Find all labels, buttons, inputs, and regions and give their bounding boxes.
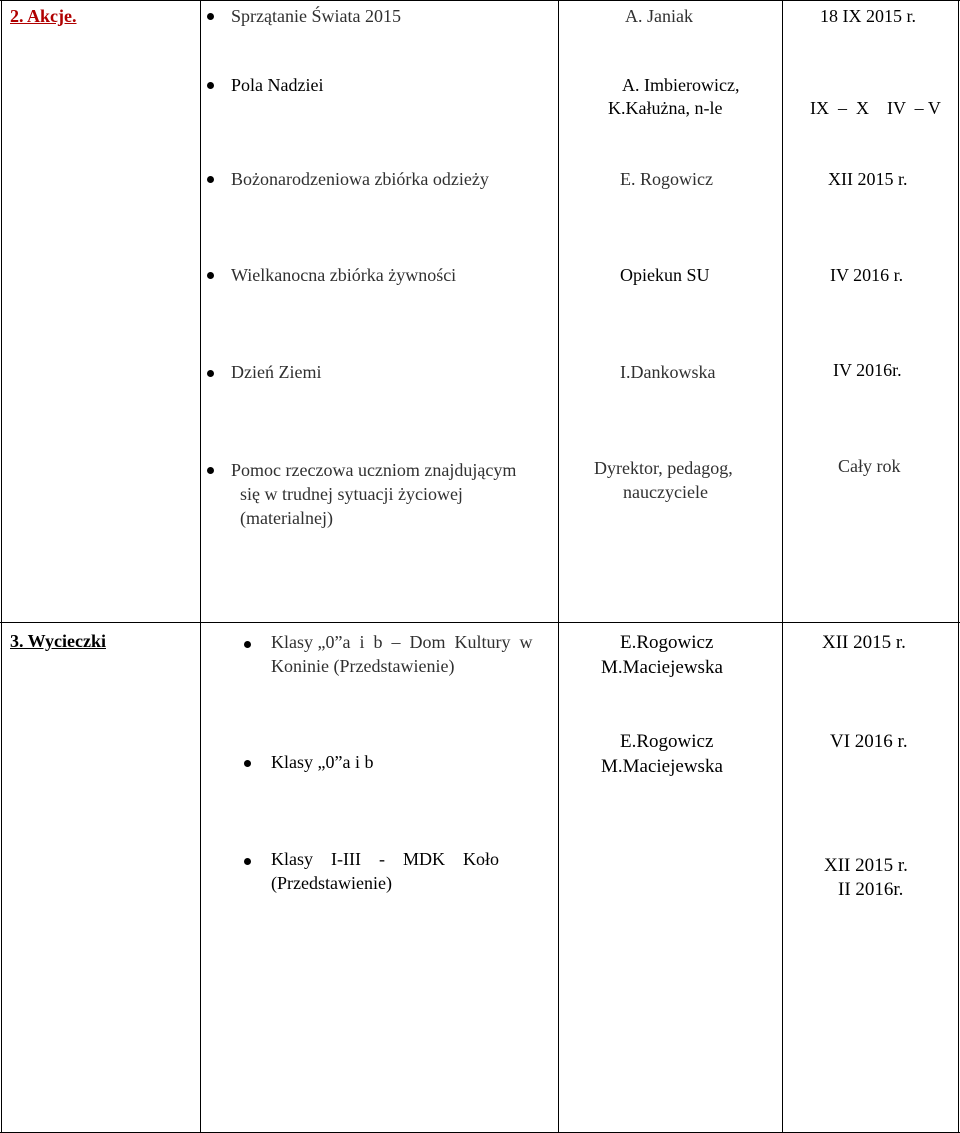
bullet-icon: [207, 370, 214, 377]
date-text: II 2016r.: [838, 879, 904, 900]
responsible-text: A. Janiak: [625, 6, 693, 26]
date-text: XII 2015 r.: [824, 855, 908, 876]
date-text: IV 2016r.: [833, 360, 902, 380]
table-border-top: [0, 0, 960, 1]
table-border-left: [1, 0, 2, 1133]
bullet-icon: [207, 82, 214, 89]
responsible-text: Opiekun SU: [620, 265, 710, 285]
activity-text: Klasy I-III - MDK Koło: [271, 849, 499, 869]
responsible-text: I.Dankowska: [620, 362, 716, 382]
bullet-icon: [207, 467, 214, 474]
bullet-icon: [244, 858, 251, 865]
activity-text: Bożonarodzeniowa zbiórka odzieży: [231, 169, 489, 189]
table-border-right: [958, 0, 959, 1133]
bullet-icon: [207, 13, 214, 20]
activity-text: (Przedstawienie): [271, 873, 392, 893]
responsible-text: nauczyciele: [623, 482, 708, 502]
responsible-text: M.Maciejewska: [601, 657, 723, 678]
bullet-icon: [244, 641, 251, 648]
activity-text: (materialnej): [240, 508, 333, 528]
date-text: IV 2016 r.: [830, 265, 904, 285]
section-divider: [0, 622, 960, 623]
section-heading-wycieczki: 3. Wycieczki: [10, 631, 106, 651]
activity-text: się w trudnej sytuacji życiowej: [240, 484, 463, 504]
bullet-icon: [207, 176, 214, 183]
column-divider-1: [200, 0, 201, 1133]
date-text: VI 2016 r.: [830, 731, 908, 752]
activity-text: Wielkanocna zbiórka żywności: [231, 265, 457, 285]
responsible-text: K.Kałużna, n-le: [608, 98, 723, 118]
activity-text: Pomoc rzeczowa uczniom znajdującym: [231, 460, 517, 480]
activity-text: Pola Nadziei: [231, 75, 324, 95]
date-text: XII 2015 r.: [828, 169, 908, 189]
responsible-text: E.Rogowicz: [620, 731, 714, 752]
activity-text: Koninie (Przedstawienie): [271, 656, 455, 676]
responsible-text: A. Imbierowicz,: [622, 75, 740, 95]
date-text: 18 IX 2015 r.: [820, 6, 916, 26]
activity-text: Klasy „0”a i b: [271, 752, 374, 772]
responsible-text: Dyrektor, pedagog,: [594, 458, 733, 478]
activity-text: Dzień Ziemi: [231, 362, 322, 382]
date-text: IX – X IV – V: [810, 98, 941, 118]
bullet-icon: [207, 272, 214, 279]
responsible-text: E. Rogowicz: [620, 169, 713, 189]
section-heading-akcje: 2. Akcje.: [10, 6, 77, 26]
activity-text: Klasy „0”a i b – Dom Kultury w: [271, 632, 533, 652]
bullet-icon: [244, 760, 251, 767]
column-divider-2: [558, 0, 559, 1133]
column-divider-3: [782, 0, 783, 1133]
responsible-text: E.Rogowicz: [620, 632, 714, 653]
responsible-text: M.Maciejewska: [601, 756, 723, 777]
date-text: XII 2015 r.: [822, 632, 906, 653]
date-text: Cały rok: [838, 456, 901, 476]
activity-text: Sprzątanie Świata 2015: [231, 6, 401, 26]
